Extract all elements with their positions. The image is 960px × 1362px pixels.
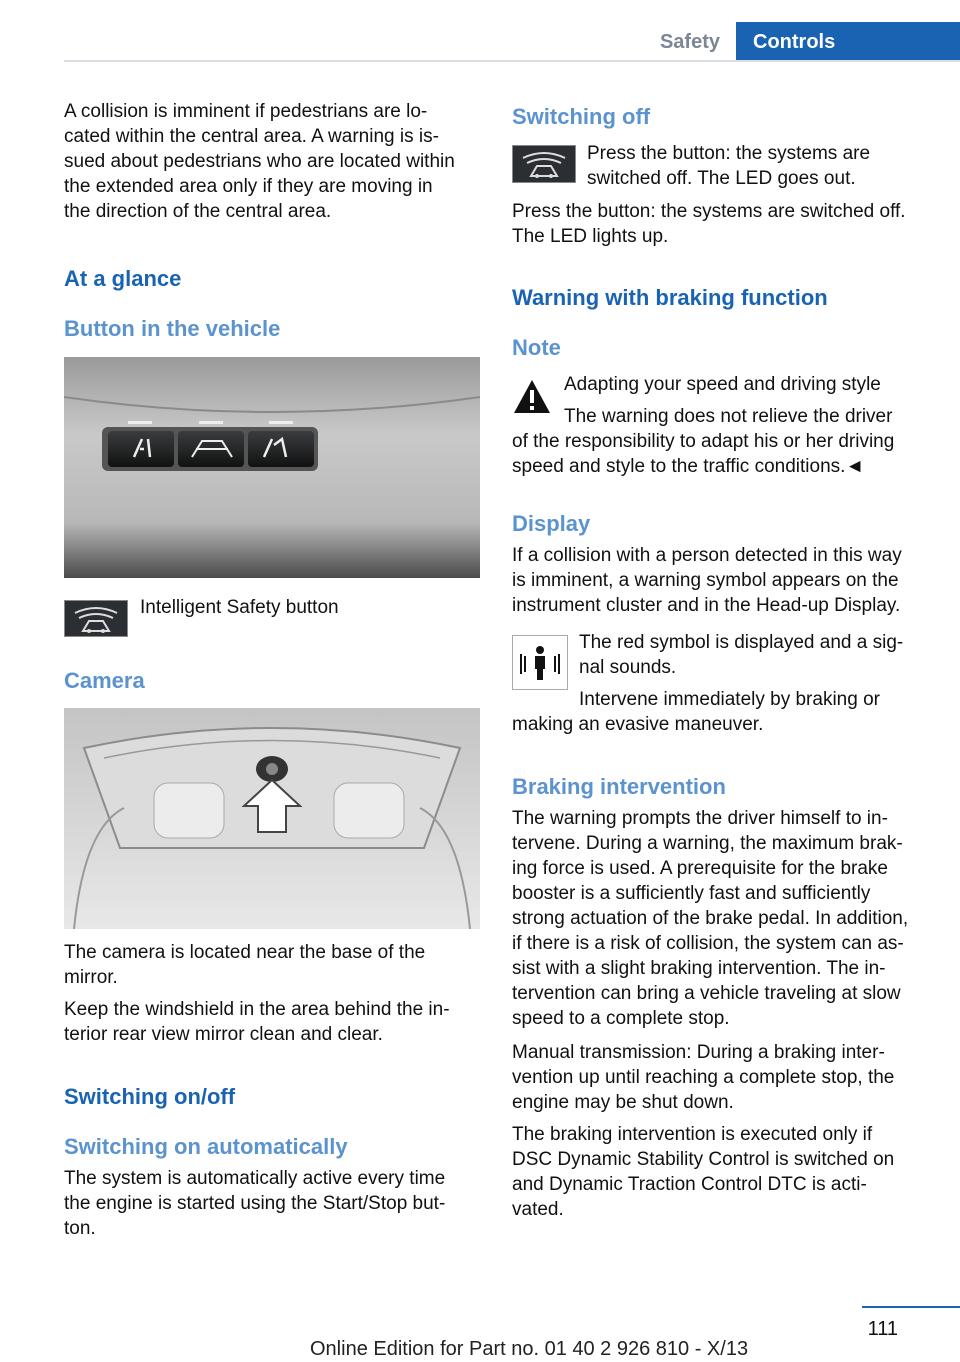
heading-note: Note [512, 335, 561, 360]
note-paragraph [512, 429, 932, 479]
text-line: tervene. During a warning, the maximum brak- [512, 833, 903, 854]
text-line: switched off. The LED goes out. [587, 168, 856, 189]
text-line: The camera is located near the base of the [64, 942, 426, 963]
auto-paragraph [64, 1166, 482, 1241]
text-line: sist with a slight braking intervention. The in- [512, 958, 886, 979]
text-line: If a collision with a person detected in this way [512, 545, 902, 566]
text-line: mirror. [64, 967, 118, 988]
display-paragraph [512, 543, 932, 618]
button-caption: Intelligent Safety button [140, 597, 339, 618]
text-line: strong actuation of the brake pedal. In addition, [512, 908, 909, 929]
heading-at-a-glance: At a glance [64, 266, 182, 291]
camera-photo [64, 708, 480, 929]
heading-display: Display [512, 511, 591, 536]
switch-off-paragraph [512, 199, 932, 249]
text-line: engine may be shut down. [512, 1092, 734, 1113]
heading-warning-braking: Warning with braking function [512, 285, 828, 310]
pedestrian-warning-icon [512, 635, 568, 690]
text-line: The system is automatically active every time [64, 1168, 446, 1189]
heading-switching-on-automatically: Switching on automatically [64, 1134, 348, 1159]
footer-divider [862, 1306, 960, 1308]
text-line: if there is a risk of collision, the system can as- [512, 933, 904, 954]
text-line: is imminent, a warning symbol appears on the [512, 570, 899, 591]
text-line: vention up until reaching a complete stop, the [512, 1067, 895, 1088]
dsc-paragraph [512, 1122, 932, 1222]
text-line: Press the button: the systems are [587, 143, 871, 164]
text-line: the extended area only if they are moving in [64, 176, 433, 197]
intervene-line: Intervene immediately by braking or [579, 689, 880, 710]
text-line: booster is a sufficiently fast and sufficiently [512, 883, 871, 904]
tab-controls[interactable]: Controls [736, 22, 960, 62]
text-line: vated. [512, 1199, 564, 1220]
intelligent-safety-icon [64, 600, 128, 637]
camera-paragraph-2 [64, 997, 482, 1047]
text-line: sued about pedestrians who are located within [64, 151, 455, 172]
heading-switching-on-off: Switching on/off [64, 1084, 236, 1109]
heading-braking-intervention: Braking intervention [512, 774, 726, 799]
text-line: The red symbol is displayed and a sig- [579, 632, 904, 653]
tab-safety[interactable]: Safety [659, 31, 720, 53]
text-line: The LED lights up. [512, 226, 669, 247]
text-line: the direction of the central area. [64, 201, 332, 222]
camera-paragraph-1 [64, 940, 482, 990]
page-number: 111 [867, 1318, 898, 1340]
text-line: Press the button: the systems are switched off. [512, 201, 906, 222]
text-line: Manual transmission: During a braking inter- [512, 1042, 885, 1063]
text-line: The warning prompts the driver himself to in- [512, 808, 888, 829]
text-line: terior rear view mirror clean and clear. [64, 1024, 383, 1045]
symbol-text [579, 630, 929, 680]
intervene-line: making an evasive maneuver. [512, 714, 764, 735]
text-line: A collision is imminent if pedestrians are lo- [64, 101, 428, 122]
braking-paragraph [512, 806, 932, 1031]
text-line: DSC Dynamic Stability Control is switched on [512, 1149, 895, 1170]
text-line: The braking intervention is executed only if [512, 1124, 873, 1145]
text-line: ton. [64, 1218, 96, 1239]
text-line: ing force is used. A prerequisite for the brake [512, 858, 888, 879]
text-line: nal sounds. [579, 657, 677, 678]
text-line: tervention can bring a vehicle traveling at slow [512, 983, 901, 1004]
note-title: Adapting your speed and driving style [564, 374, 881, 395]
text-line: the engine is started using the Start/Stop but- [64, 1193, 446, 1214]
intelligent-safety-icon [512, 145, 576, 183]
text-line: speed and style to the traffic conditions.◄ [512, 456, 865, 477]
heading-camera: Camera [64, 668, 145, 693]
button-panel-photo [64, 357, 480, 578]
text-line: instrument cluster and in the Head-up Display. [512, 595, 901, 616]
heading-button-in-vehicle: Button in the vehicle [64, 316, 281, 341]
edition-footer: Online Edition for Part no. 01 40 2 926 810 - X/13 [310, 1338, 749, 1360]
heading-switching-off: Switching off [512, 104, 651, 129]
intro-paragraph [64, 99, 482, 224]
text-line: and Dynamic Traction Control DTC is acti- [512, 1174, 867, 1195]
header-divider [64, 60, 960, 62]
switch-off-icon-text [587, 141, 927, 191]
warning-triangle-icon [512, 378, 552, 416]
text-line: Keep the windshield in the area behind the in- [64, 999, 450, 1020]
note-line: The warning does not relieve the driver [564, 406, 893, 427]
text-line: of the responsibility to adapt his or her driving [512, 431, 895, 452]
text-line: cated within the central area. A warning is is- [64, 126, 439, 147]
text-line: speed to a complete stop. [512, 1008, 730, 1029]
manual-transmission-paragraph [512, 1040, 932, 1115]
